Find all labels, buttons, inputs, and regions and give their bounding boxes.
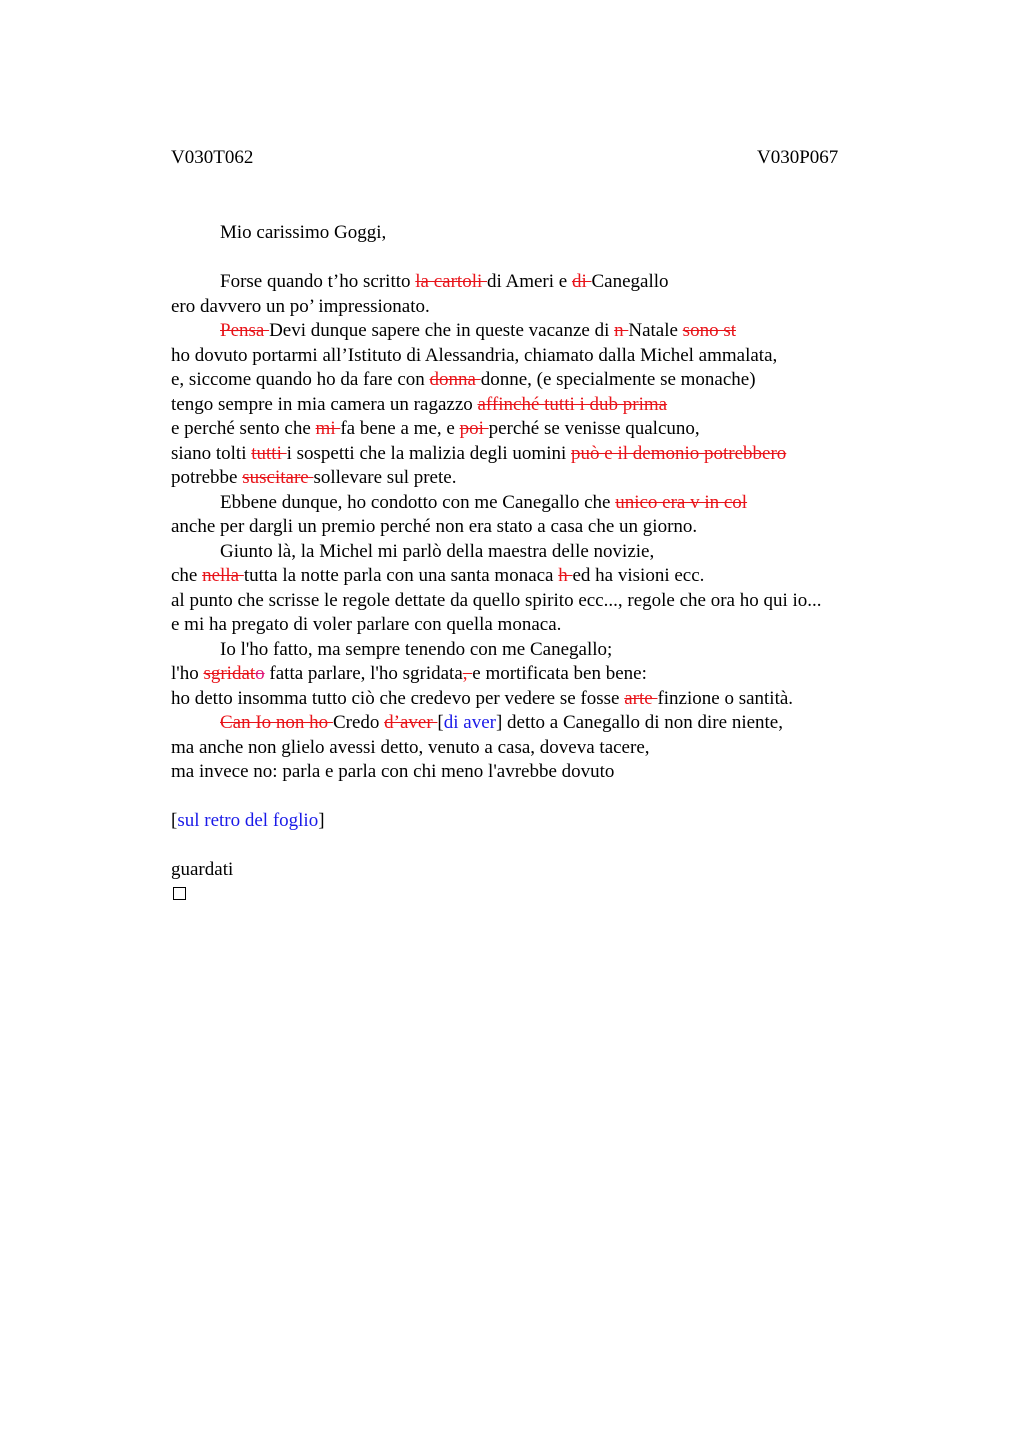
text-run: l'ho xyxy=(171,663,204,684)
letter-line-12 xyxy=(171,540,891,565)
text-run: Ebbene dunque, ho condotto con me Canegallo che xyxy=(220,491,616,513)
deleted-text: h xyxy=(558,565,573,586)
text-run: Io l'ho fatto, ma sempre tenendo con me Canegallo; xyxy=(220,638,613,660)
letter-line-7 xyxy=(171,417,891,442)
blank-line xyxy=(171,834,891,859)
text-run: Natale xyxy=(628,320,683,341)
document-code-right: V030P067 xyxy=(757,147,839,168)
bracket-open: [ xyxy=(171,810,178,831)
text-run: anche per dargli un premio perché non era stato a casa che un giorno. xyxy=(171,516,698,537)
empty-box-symbol xyxy=(171,883,891,908)
letter-line-8 xyxy=(171,442,891,467)
text-run: fatta parlare, l'ho sgridata xyxy=(264,663,463,684)
text-run: sollevare sul prete. xyxy=(313,467,457,488)
letter-line-1 xyxy=(171,270,891,295)
deleted-text: la cartoli xyxy=(415,271,488,292)
deleted-text-alt: o xyxy=(255,663,265,684)
letter-line-17 xyxy=(171,662,891,687)
letter-line-15 xyxy=(171,613,891,638)
text-run: e perché sento che xyxy=(171,418,316,439)
editorial-note-text: sul retro del foglio xyxy=(177,810,319,831)
letter-body xyxy=(171,221,891,907)
document-code-left: V030T062 xyxy=(171,147,254,168)
text-run: i sospetti che la malizia degli uomini xyxy=(286,442,572,464)
blank-line xyxy=(171,785,891,810)
letter-line-19 xyxy=(171,711,891,736)
deleted-text: donna xyxy=(429,369,481,390)
text-run: di Ameri e xyxy=(487,271,572,292)
letter-line-21 xyxy=(171,760,891,785)
text-run: Giunto là, la Michel mi parlò della maestra delle novizie, xyxy=(220,540,655,562)
text-run: ed ha visioni ecc. xyxy=(572,565,705,586)
letter-line-6 xyxy=(171,393,891,418)
deleted-text: mi xyxy=(315,418,341,439)
text-run: al punto che scrisse le regole dettate da quello spirito ecc..., regole che ora ho qui io... xyxy=(171,589,822,611)
blank-line xyxy=(171,246,891,271)
text-run: ma anche non glielo avessi detto, venuto a casa, doveva tacere, xyxy=(171,736,650,758)
deleted-text: tutti xyxy=(251,442,287,464)
text-run: potrebbe xyxy=(171,467,243,488)
text-run: Forse quando t’ho scritto xyxy=(220,271,416,292)
text-run: ho dovuto portarmi all’Istituto di Alessandria, chiamato dalla Michel ammalata, xyxy=(171,344,778,366)
text-run: e mi ha pregato di voler parlare con quella monaca. xyxy=(171,614,562,635)
bracket-close: ] xyxy=(495,712,503,733)
deleted-text: Pensa xyxy=(220,320,270,341)
letter-line-14 xyxy=(171,589,891,614)
bracket-open: [ xyxy=(437,712,444,733)
deleted-text: sono st xyxy=(682,320,736,341)
deleted-text: sgridat xyxy=(203,663,256,684)
square-box-icon xyxy=(173,887,186,900)
text-run: ero davvero un po’ impressionato. xyxy=(171,295,430,317)
salutation: Mio carissimo Goggi, xyxy=(220,222,387,243)
deleted-text: suscitare xyxy=(242,467,314,488)
text-run: ma invece no: parla e parla con chi meno l'avrebbe dovuto xyxy=(171,761,615,782)
text-run: perché se venisse qualcuno, xyxy=(488,418,700,439)
deleted-text: arte xyxy=(624,687,658,709)
deleted-text: di xyxy=(571,271,592,292)
text-run: siano tolti xyxy=(171,442,252,464)
letter-line-10 xyxy=(171,491,891,516)
letter-line-18 xyxy=(171,687,891,712)
text-run: tengo sempre in mia camera un ragazzo xyxy=(171,393,478,415)
deleted-text: nella xyxy=(202,565,244,586)
deleted-text: affinché tutti i dub prima xyxy=(477,393,668,415)
text-run: finzione o santità. xyxy=(657,687,794,709)
text-run: tutta la notte parla con una santa monaca xyxy=(243,565,559,586)
text-run: ho detto insomma tutto ciò che credevo per vedere se fosse xyxy=(171,687,625,709)
letter-line-2 xyxy=(171,295,891,320)
deleted-text: Can Io non ho xyxy=(220,712,333,733)
text-run: che xyxy=(171,565,203,586)
bracket-close: ] xyxy=(318,810,325,831)
text-run: fa bene a me, e xyxy=(340,418,460,439)
editorial-note xyxy=(171,809,891,834)
letter-line-13 xyxy=(171,564,891,589)
letter-line-16 xyxy=(171,638,891,663)
text-run: Devi dunque sapere che in queste vacanze di xyxy=(269,320,615,341)
letter-line-5 xyxy=(171,368,891,393)
deleted-text: , xyxy=(462,663,473,684)
text-run: donne, (e specialmente se monache) xyxy=(480,369,756,390)
text-run: e mortificata ben bene: xyxy=(472,663,647,684)
deleted-text: d’aver xyxy=(384,712,438,733)
editorial-insertion: di aver xyxy=(443,712,496,733)
verso-text: guardati xyxy=(171,859,234,880)
deleted-text: n xyxy=(614,320,629,341)
deleted-text: può e il demonio potrebbero xyxy=(571,442,787,464)
text-run: detto a Canegallo di non dire niente, xyxy=(502,712,783,733)
deleted-text: unico era v in col xyxy=(615,491,748,513)
letter-line-11 xyxy=(171,515,891,540)
text-run: Canegallo xyxy=(591,271,669,292)
letter-line-4 xyxy=(171,344,891,369)
letter-line-3 xyxy=(171,319,891,344)
text-run: e, siccome quando ho da fare con xyxy=(171,369,430,390)
letter-line-9 xyxy=(171,466,891,491)
text-run: Credo xyxy=(332,712,385,733)
letter-line-20 xyxy=(171,736,891,761)
deleted-text: poi xyxy=(459,418,489,439)
